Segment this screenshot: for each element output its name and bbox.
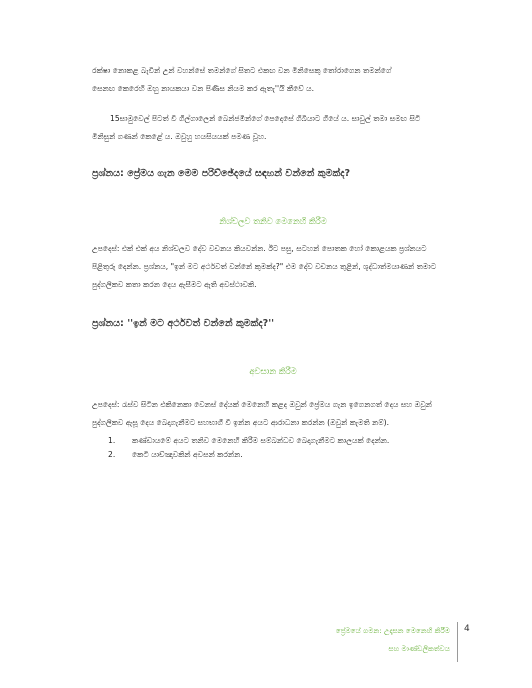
paragraph-3 xyxy=(92,240,454,294)
numbered-list xyxy=(108,434,454,462)
question-2: ප්‍රශ්නය: ''ඉන් මට අර්ථවත් වන්නේ කුමක්ද?'' xyxy=(92,318,275,329)
list-item-number: 2. xyxy=(108,450,116,459)
footer-divider xyxy=(457,622,458,662)
paragraph-2-line-1: 15සාමුවෙල් පිටත් වී ගිල්ගාලෙන් බෙන්ජමින්ගේ පෙදෙසේ ගිබියාට ගියේ ය. සාවුල් තමා සමඟ සිටි xyxy=(110,114,421,123)
footer-title-line-1: ප්‍රේමයේ ගමන: උදෑසන මෙනෙහි කිරීම xyxy=(335,626,450,635)
section-heading-closing: අවසාන කිරීම xyxy=(249,366,297,376)
list-item xyxy=(108,434,454,448)
paragraph-2 xyxy=(92,110,454,146)
paragraph-1 xyxy=(92,62,454,98)
paragraph-4 xyxy=(92,396,454,432)
list-item-text: කණ්ඩායමේ අයට තනිව මෙනෙහි කිරීම සම්බන්ධව බෙදාගැනීමට කාලයක් දෙන්න. xyxy=(132,436,390,445)
list-item-number: 1. xyxy=(108,436,116,445)
list-item xyxy=(108,448,454,462)
section-heading-solitude: නිශ්චලව තනිව මෙනෙහි කිරීම xyxy=(219,216,327,226)
paragraph-2-line-2: මිනිසුන් ගණන් කෙළේ ය. ඔවුහු හයසියයක් පමණ වූහ. xyxy=(92,132,267,141)
page-number: 4 xyxy=(464,624,470,634)
paragraph-3-line-2: පිළිතුරු දෙන්න. ප්‍රශ්නය, "ඉන් මට අර්ථවත් වන්නේ කුමක්ද?" එම දේව වචනය තුළින්, ශුද්ධාත්මයාණන් තමාට xyxy=(92,262,437,271)
footer-title-line-2: සහ මාණ්ඩලිකත්වය xyxy=(388,644,450,653)
paragraph-1-line-2: සෙනඟ කෙරෙහි ඔහු නායකයා වන පිණිස නියම කර ඇතැ''යි කීවේ ය. xyxy=(92,84,315,93)
paragraph-1-line-1: රක්ෂා නොකළ බැවින් උන් වහන්සේ තමන්ගේ සිතට එකඟ වන මිනිසෙකු තෝරාගෙන තමන්ගේ xyxy=(92,66,392,75)
paragraph-3-line-3: පුද්ගලිකව කතා කරන දෙය ඇසීමට ඇති අවස්ථාවකි. xyxy=(92,280,257,289)
paragraph-3-line-1: උපදෙස්: එක් එක් අය නිශ්චලව දේව වචනය කියවන්න. ඊට පසු, සටහන් පොතක හෝ කොළයක ප්‍රශ්නයට xyxy=(92,244,427,253)
list-item-text: කෙටි යාච්ඤාවකින් අවසන් කරන්න. xyxy=(132,450,243,459)
question-1: ප්‍රශ්නය: ප්‍රේමය ගැන මෙම පරිච්ඡේදයේ සඳහන් වන්නේ කුමක්ද? xyxy=(92,168,351,179)
paragraph-4-line-2: පුද්ගලිකව ඇසූ දෙය බෙදාගැනීමට සහභාගී වී ඉන්න අයට ආරාධනා කරන්න (ඔවුන් කැමති නම්). xyxy=(92,418,390,427)
paragraph-4-line-1: උපදෙස්: රැස්ව සිටින එකිනෙකා වෙනස් දේයක් මෙනෙහි කළද ඔවුන් ප්‍රේමය ගැන ඉගෙනගත් දෙය සහ ඔවුන් xyxy=(92,400,432,409)
